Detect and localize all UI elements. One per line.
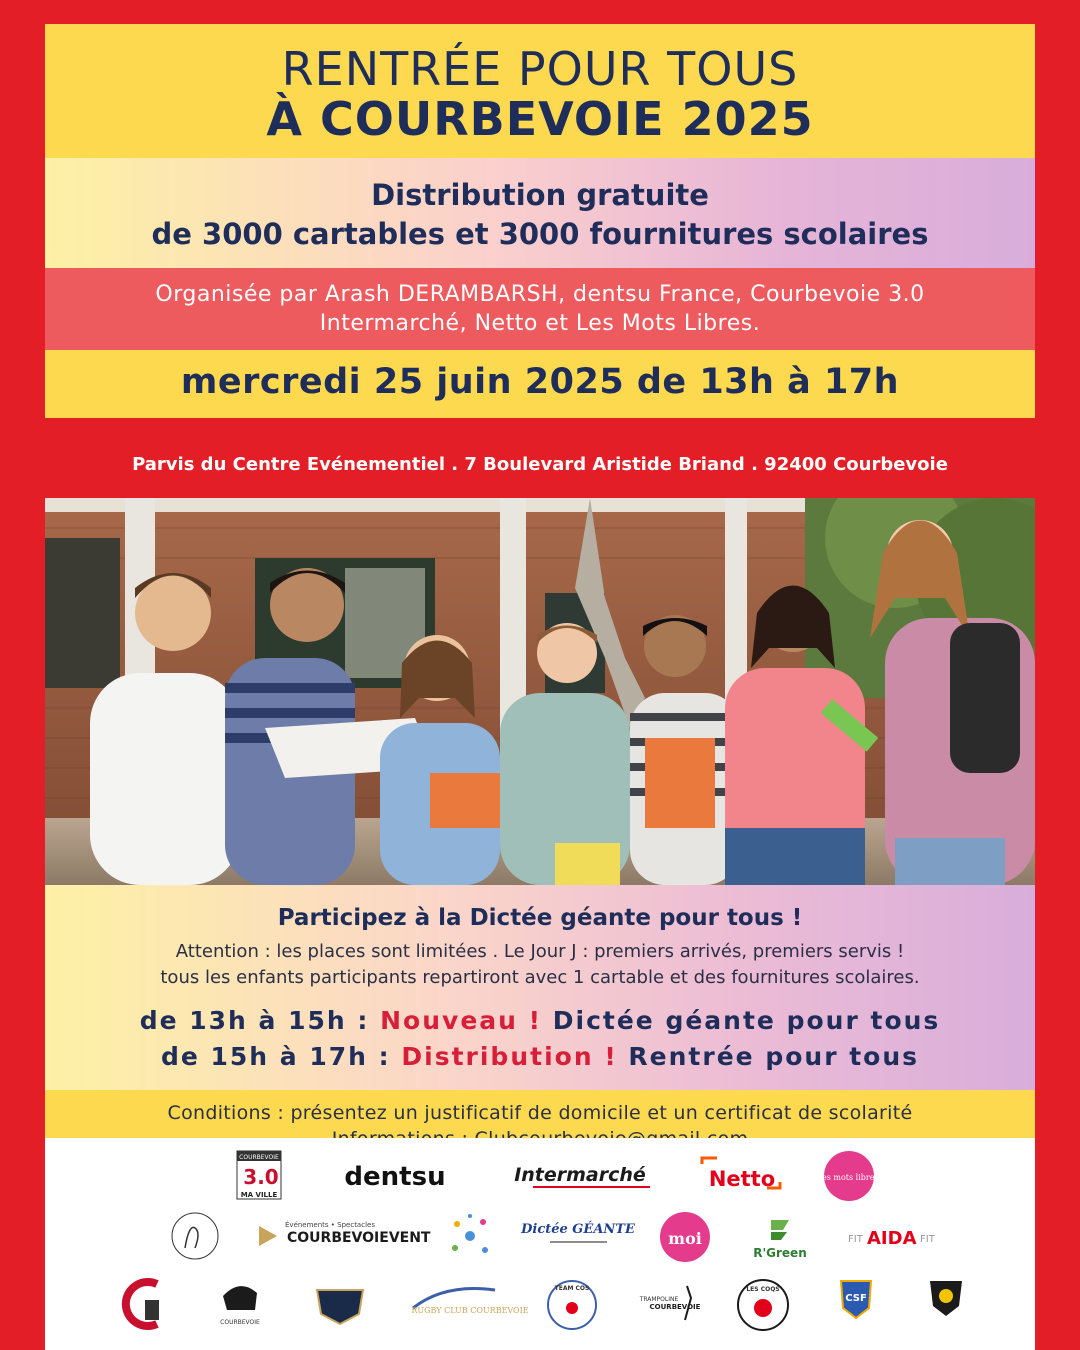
logo-dentsu: dentsu — [344, 1162, 446, 1192]
sponsor-logos-art — [45, 1138, 1035, 1350]
students-photo — [45, 498, 1035, 885]
svg-text:LES COQS: LES COQS — [746, 1286, 780, 1293]
logo-courbevoie-moi — [660, 1212, 710, 1262]
dictee-title: Participez à la Dictée géante pour tous ! — [277, 905, 803, 931]
organizers-line-2: Intermarché, Netto et Les Mots Libres. — [319, 311, 761, 336]
attention-notice — [45, 939, 1035, 991]
svg-text:TRAMPOLINE: TRAMPOLINE — [639, 1296, 679, 1303]
event-date: mercredi 25 juin 2025 de 13h à 17h — [180, 362, 900, 402]
students-photo-illustration — [45, 498, 1035, 885]
logo-courbevoievent — [259, 1220, 431, 1246]
title-band — [45, 24, 1035, 158]
slot-1-highlight: Nouveau ! — [380, 1006, 543, 1035]
logo-shield-yellow — [930, 1281, 962, 1316]
logo-panther — [220, 1286, 260, 1326]
schedule-slot-2 — [45, 1039, 1035, 1075]
title-word-rentree: RENTRÉE — [281, 42, 503, 96]
logo-courbevoie-3-0 — [237, 1151, 281, 1199]
svg-text:AIDA: AIDA — [867, 1228, 917, 1249]
svg-text:R'Green: R'Green — [753, 1246, 807, 1260]
attention-line-2: tous les enfants participants repartiront avec 1 cartable et des fournitures scolaires. — [160, 967, 920, 988]
svg-text:CSF: CSF — [845, 1293, 867, 1304]
svg-text:moi: moi — [668, 1229, 702, 1248]
date-band — [45, 350, 1035, 418]
svg-text:COURBEVOIE: COURBEVOIE — [239, 1154, 279, 1161]
logo-csf — [841, 1281, 871, 1318]
logo-trampoline — [639, 1286, 701, 1320]
svg-text:les mots libres: les mots libres — [819, 1173, 879, 1182]
svg-text:COURBEVOIE: COURBEVOIE — [649, 1303, 701, 1311]
logo-team-cos — [548, 1281, 596, 1329]
slot-2-highlight: Distribution ! — [401, 1042, 618, 1071]
svg-text:FIT: FIT — [920, 1234, 935, 1245]
svg-text:Dictée GÉANTE: Dictée GÉANTE — [521, 1222, 635, 1237]
logo-fitaidafit — [848, 1228, 936, 1249]
event-address: Parvis du Centre Evénementiel . 7 Boulevard Aristide Briand . 92400 Courbevoie — [132, 454, 948, 475]
title-line-2: À COURBEVOIE 2025 — [266, 92, 814, 146]
logo-n-circle — [172, 1213, 218, 1259]
logo-les-mots-libres — [819, 1151, 878, 1201]
logo-rugby-club — [411, 1288, 528, 1315]
distribution-band — [45, 158, 1035, 268]
title-line-1 — [45, 44, 1035, 94]
logo-intermarche — [514, 1164, 650, 1187]
svg-text:MA VILLE: MA VILLE — [240, 1191, 278, 1199]
svg-text:Intermarché: Intermarché — [514, 1164, 646, 1186]
distribution-line-1: Distribution gratuite — [371, 178, 709, 212]
svg-text:3.0: 3.0 — [243, 1165, 279, 1189]
logo-netto — [702, 1158, 780, 1191]
svg-text:COURBEVOIEVENT: COURBEVOIEVENT — [287, 1230, 431, 1246]
attention-line-1: Attention : les places sont limitées . Le Jour J : premiers arrivés, premiers servis ! — [175, 941, 905, 962]
svg-text:TEAM COS: TEAM COS — [554, 1285, 590, 1292]
schedule-slot-1 — [45, 1003, 1035, 1039]
schedule — [45, 1003, 1035, 1075]
dictee-band — [45, 885, 1035, 1090]
slot-1-time: de 13h à 15h : — [139, 1006, 381, 1035]
logo-rgreen — [753, 1220, 807, 1260]
logo-network-dots — [452, 1214, 488, 1253]
slot-1-text: Dictée géante pour tous — [542, 1006, 941, 1035]
svg-text:RUGBY CLUB COURBEVOIE: RUGBY CLUB COURBEVOIE — [411, 1306, 529, 1315]
svg-text:COURBEVOIE: COURBEVOIE — [220, 1319, 260, 1326]
svg-text:FIT: FIT — [848, 1234, 863, 1245]
svg-text:Netto: Netto — [708, 1167, 776, 1191]
organizers-line-1: Organisée par Arash DERAMBARSH, dentsu France, Courbevoie 3.0 — [155, 282, 925, 307]
poster — [45, 24, 1035, 1124]
slot-2-time: de 15h à 17h : — [160, 1042, 402, 1071]
sponsor-logos — [45, 1138, 1035, 1350]
distribution-line-2: de 3000 cartables et 3000 fournitures scolaires — [151, 217, 929, 251]
logo-c-red — [126, 1282, 159, 1326]
svg-text:Événements • Spectacles: Événements • Spectacles — [285, 1221, 375, 1229]
logo-dictee-geante — [520, 1221, 636, 1242]
slot-2-text: Rentrée pour tous — [617, 1042, 920, 1071]
logo-shield-dark — [317, 1290, 363, 1324]
logo-les-coqs — [738, 1280, 788, 1330]
conditions-line: Conditions : présentez un justificatif de domicile et un certificat de scolarité — [167, 1102, 913, 1124]
organizers-band — [45, 268, 1035, 350]
title-words-pour-tous: POUR TOUS — [502, 42, 799, 96]
